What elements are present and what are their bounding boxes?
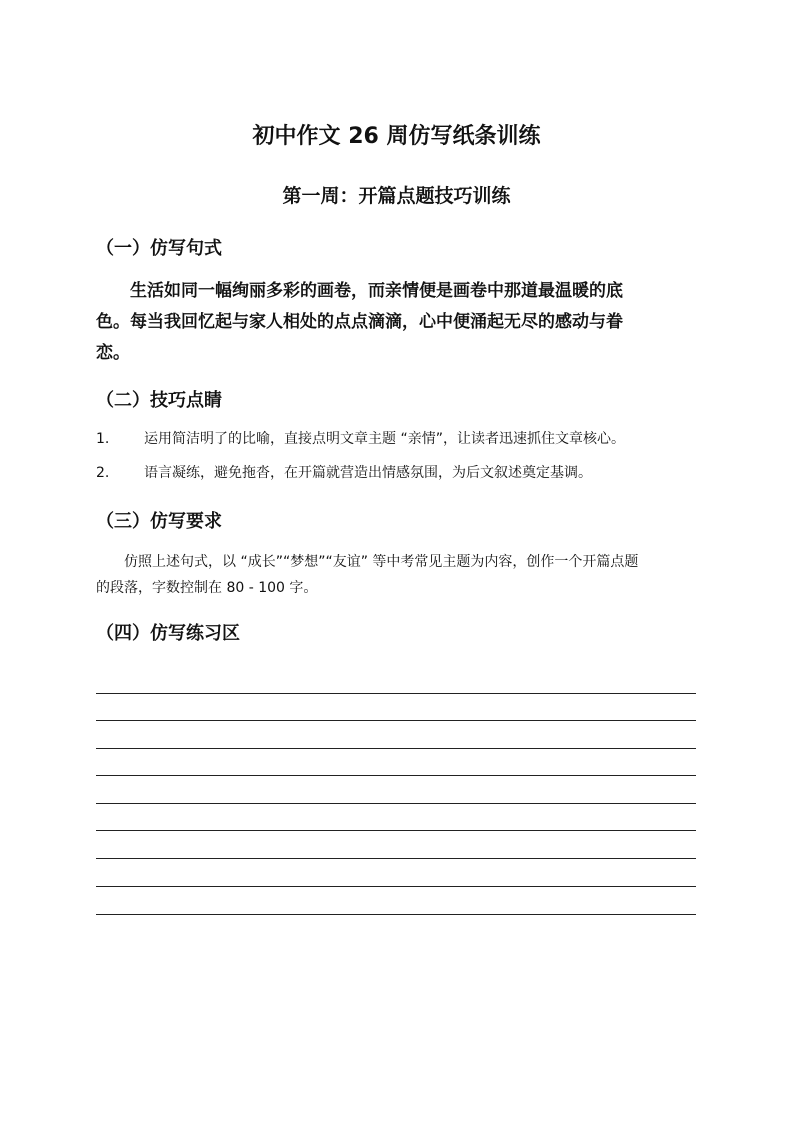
model-sentence-line: 生活如同一幅绚丽多彩的画卷，而亲情便是画卷中那道最温暖的底: [96, 281, 623, 301]
writing-line[interactable]: [96, 748, 696, 749]
writing-line[interactable]: [96, 775, 696, 776]
model-sentence-line: 色。每当我回忆起与家人相处的点点滴滴，心中便涌起无尽的感动与眷: [96, 312, 623, 332]
list-item-number: 1.: [96, 431, 110, 447]
writing-line[interactable]: [96, 720, 696, 721]
section-heading-1: （一）仿写句式: [96, 238, 222, 259]
list-item: [96, 429, 696, 449]
list-item-text: 运用简洁明了的比喻，直接点明文章主题 “亲情”，让读者迅速抓住文章核心。: [144, 431, 625, 447]
writing-line[interactable]: [96, 858, 696, 859]
page-subtitle: 第一周：开篇点题技巧训练: [282, 185, 511, 207]
writing-line[interactable]: [96, 803, 696, 804]
list-item-text: 语言凝练，避免拖沓，在开篇就营造出情感氛围，为后文叙述奠定基调。: [144, 465, 592, 481]
writing-line[interactable]: [96, 693, 696, 694]
page-title: 初中作文 26 周仿写纸条训练: [252, 124, 541, 149]
writing-line[interactable]: [96, 886, 696, 887]
section-heading-2: （二）技巧点睛: [96, 390, 222, 411]
section-heading-3: （三）仿写要求: [96, 511, 222, 532]
list-item: [96, 463, 696, 483]
requirement-paragraph: [96, 549, 696, 601]
requirement-line: 仿照上述句式，以 “成长”“梦想”“友谊” 等中考常见主题为内容，创作一个开篇点题: [96, 554, 639, 570]
writing-line[interactable]: [96, 914, 696, 915]
model-sentence-line: 恋。: [96, 343, 130, 363]
writing-line[interactable]: [96, 830, 696, 831]
list-item-number: 2.: [96, 465, 110, 481]
section-heading-4: （四）仿写练习区: [96, 623, 240, 644]
requirement-line: 的段落，字数控制在 80 - 100 字。: [96, 580, 318, 596]
model-sentence-paragraph: [96, 276, 696, 369]
